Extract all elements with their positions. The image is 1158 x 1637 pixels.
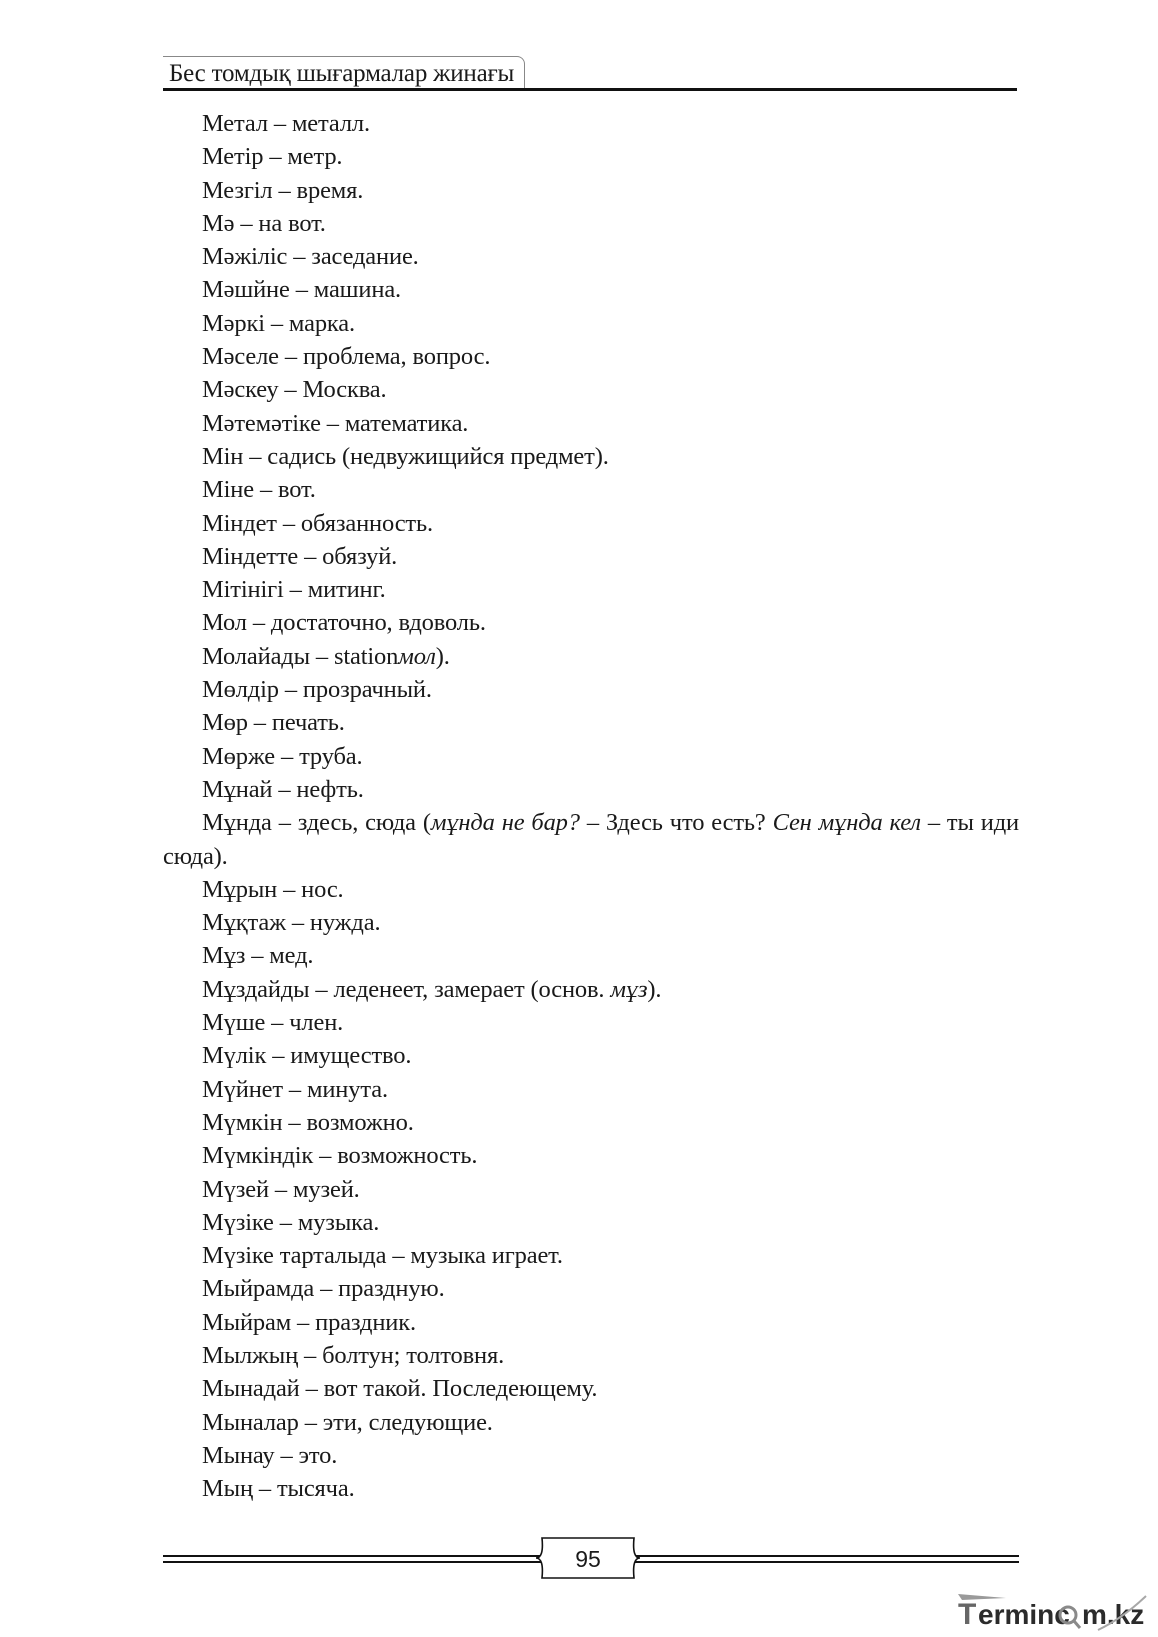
glossary-entry [163, 1306, 1019, 1339]
glossary-entry [163, 939, 1019, 972]
glossary-entry [163, 1006, 1019, 1039]
entry-text: Мүйнет – минута. [202, 1075, 388, 1103]
glossary-entry [163, 1239, 1019, 1272]
entry-text: Мыналар – эти, следующие. [202, 1408, 493, 1436]
glossary-entry [163, 1039, 1019, 1072]
glossary-entry [163, 440, 1019, 473]
glossary-entry [163, 307, 1019, 340]
entry-text: Мынау – это. [202, 1441, 338, 1469]
glossary-entry [163, 407, 1019, 440]
glossary-entry [163, 740, 1019, 773]
entry-italic-text: Сен мұнда кел [772, 809, 921, 837]
entry-text: Мүлік – имущество. [202, 1042, 412, 1070]
glossary-entry [163, 873, 1019, 906]
glossary-entry [163, 1439, 1019, 1472]
entry-text: Міндетте – обязуй. [202, 542, 398, 570]
glossary-entry [163, 1206, 1019, 1239]
glossary-entry [163, 1406, 1019, 1439]
book-title: Бес томдық шығармалар жинағы [169, 60, 515, 87]
glossary-entry [163, 107, 1019, 140]
entry-text: Мөрже – труба. [202, 742, 363, 770]
entry-text: Мәскеу – Москва. [202, 376, 387, 404]
terminkom-watermark [948, 1588, 1148, 1632]
entry-text: Мұздайды – леденеет, замерает (основ. [202, 975, 611, 1003]
entry-text: – Здесь что есть? [579, 809, 773, 837]
watermark-text-domain: m.kz [1082, 1599, 1145, 1630]
glossary-entry [163, 973, 1019, 1006]
entry-text: Мынадай – вот такой. Последеющему. [202, 1375, 598, 1403]
glossary-entry [163, 340, 1019, 373]
glossary-entry [163, 606, 1019, 639]
glossary-entry [163, 1472, 1019, 1505]
entry-text: Мүзіке – музыка. [202, 1208, 380, 1236]
glossary-entry [163, 507, 1019, 540]
entry-text: Мәселе – проблема, вопрос. [202, 343, 491, 371]
glossary-entry [163, 706, 1019, 739]
entry-text: Мә – на вот. [202, 209, 326, 237]
glossary-entry [163, 573, 1019, 606]
watermark-letter-t: T [958, 1598, 977, 1631]
entry-text: Мың – тысяча. [202, 1475, 355, 1503]
entry-italic-text: мол [398, 642, 436, 670]
glossary-entry [163, 1372, 1019, 1405]
glossary-entry [163, 273, 1019, 306]
entry-text: Мыйрамда – праздную. [202, 1275, 445, 1303]
glossary-entry [163, 540, 1019, 573]
entry-text: Мін – садись (недвужищийся предмет). [202, 442, 609, 470]
header-tab [163, 56, 525, 91]
glossary-entry [163, 1272, 1019, 1305]
running-header [163, 52, 1017, 96]
entry-text: – ты иди сюда). [163, 809, 1019, 870]
header-rule [163, 88, 1017, 91]
entry-text: Мөр – печать. [202, 709, 345, 737]
page-number-badge [534, 1536, 642, 1580]
glossary-entry [163, 140, 1019, 173]
glossary-entry [163, 640, 1019, 673]
entry-text: Мәркі – марка. [202, 309, 356, 337]
glossary-entry [163, 1339, 1019, 1372]
glossary-entry [163, 373, 1019, 406]
entry-text: ). [435, 642, 450, 670]
entry-text: Мүмкін – возможно. [202, 1108, 414, 1136]
entry-text: Мүше – член. [202, 1009, 344, 1037]
glossary-entry [163, 207, 1019, 240]
glossary-entry [163, 673, 1019, 706]
glossary-entry [163, 773, 1019, 806]
entry-text: Метір – метр. [202, 143, 343, 171]
entry-text: Мүзіке тарталыда – музыка играет. [202, 1242, 563, 1270]
entry-text: Мітінігі – митинг. [202, 576, 386, 604]
glossary-entry [163, 1173, 1019, 1206]
entry-text: Мұнда – здесь, сюда ( [202, 809, 431, 837]
glossary-entry [163, 906, 1019, 939]
entry-text: ). [647, 975, 662, 1003]
watermark-logo [948, 1588, 1148, 1632]
entry-italic-text: мұнда не бар? [430, 809, 580, 837]
glossary-entries [163, 107, 1019, 1505]
entry-text: Мұқтаж – нужда. [202, 909, 381, 937]
glossary-entry [163, 1106, 1019, 1139]
entry-text: Мұнай – нефть. [202, 775, 364, 803]
entry-text: Мөлдір – прозрачный. [202, 676, 432, 704]
entry-text: Мылжың – болтун; толтовня. [202, 1341, 505, 1369]
entry-text: Мыйрам – праздник. [202, 1308, 416, 1336]
page-footer [163, 1533, 1019, 1585]
page-number: 95 [575, 1546, 601, 1572]
entry-text: Міне – вот. [202, 476, 316, 504]
entry-text: Мұз – мед. [202, 942, 314, 970]
entry-text: Міндет – обязанность. [202, 509, 433, 537]
glossary-entry [163, 1073, 1019, 1106]
entry-text: Мол – достаточно, вдоволь. [202, 609, 486, 637]
entry-text: Мезгіл – время. [202, 176, 364, 204]
watermark-text-main: erminc [978, 1599, 1070, 1630]
glossary-entry [163, 174, 1019, 207]
entry-text: Мүзей – музей. [202, 1175, 360, 1203]
entry-text: Метал – металл. [202, 110, 370, 137]
entry-text: Молайады – station [202, 642, 399, 670]
entry-text: Мұрын – нос. [202, 875, 344, 903]
entry-text: Мәтемәтіке – математика. [202, 409, 469, 437]
glossary-entry [163, 473, 1019, 506]
entry-text: Мүмкіндік – возможность. [202, 1142, 478, 1170]
glossary-entry [163, 1139, 1019, 1172]
glossary-entry [163, 240, 1019, 273]
glossary-entry [163, 806, 1019, 873]
entry-text: Мәшйне – машина. [202, 276, 402, 304]
entry-text: Мәжіліс – заседание. [202, 243, 419, 271]
entry-italic-text: мұз [610, 975, 648, 1003]
